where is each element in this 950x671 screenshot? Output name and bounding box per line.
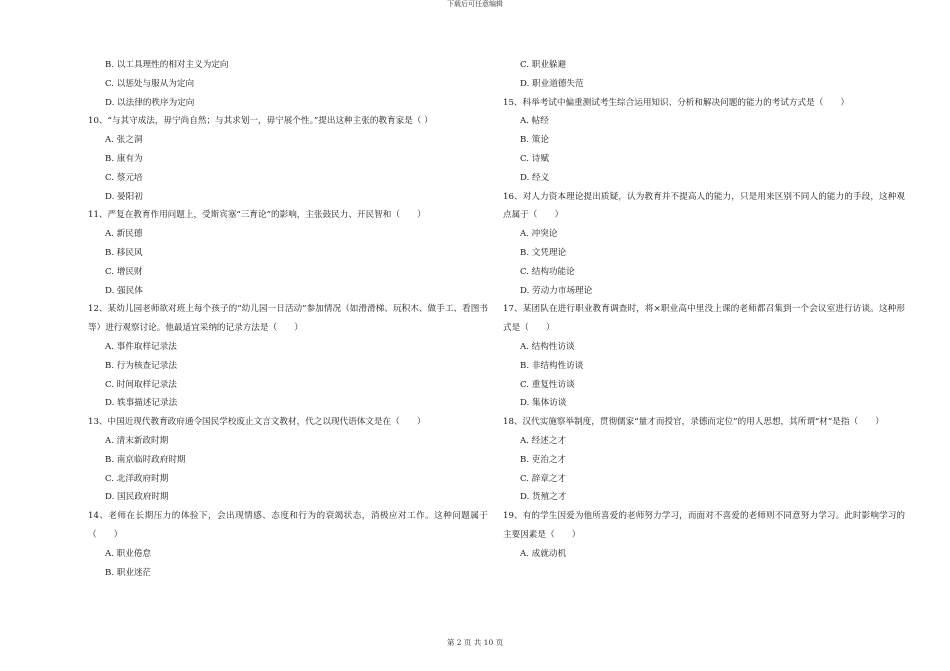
answer-option: C. 时间取样记录法 [105, 379, 177, 390]
left-column [88, 56, 488, 582]
answer-option: A. 张之洞 [105, 135, 143, 146]
answer-option: D. 货殖之才 [520, 492, 567, 503]
answer-option: B. 非结构性访谈 [520, 360, 584, 371]
answer-option: B. 吏治之才 [520, 454, 567, 465]
answer-option: C. 北洋政府时期 [105, 473, 169, 484]
answer-option: B. 策论 [520, 135, 549, 146]
answer-option: D. 职业道德失范 [520, 78, 584, 89]
answer-option: C. 结构功能论 [520, 266, 575, 277]
answer-option: A. 冲突论 [520, 229, 558, 240]
answer-option: D. 劳动力市场理论 [520, 285, 593, 296]
answer-option: C. 增民财 [105, 266, 143, 277]
answer-option: A. 清末新政时期 [105, 435, 169, 446]
question-text: 13、中国近现代教育政府通令国民学校废止文言文教材，代之以现代语体文是在（ ） [88, 417, 426, 428]
answer-option: B. 文凭理论 [520, 247, 567, 258]
answer-option: D. 晏阳初 [105, 191, 143, 202]
question-text: 19、有的学生因爱为他所喜爱的老师努力学习，而面对不喜爱的老师则不同意努力学习。此时影响学习的主要因素是（ ） [503, 511, 905, 540]
answer-option: B. 行为核查记录法 [105, 360, 177, 371]
answer-option: A. 帖经 [520, 116, 549, 127]
answer-option: A. 成就动机 [520, 548, 567, 559]
answer-option: D. 经义 [520, 172, 550, 183]
answer-option: D. 轶事描述记录法 [105, 398, 178, 409]
page-header: 下载后可任意编辑 [447, 0, 503, 8]
question-text: 18、汉代实施察举制度，贯彻儒家“量才而授官，录德而定位”的用人思想，其所谓“材”是指（ ） [503, 417, 884, 428]
right-column [503, 56, 905, 564]
answer-option: C. 辞章之才 [520, 473, 567, 484]
answer-option: C. 以惩处与服从为定向 [105, 78, 195, 89]
answer-option: C. 诗赋 [520, 153, 549, 164]
answer-option: B. 职业迷茫 [105, 567, 152, 578]
question-text: 14、老师在长期压力的体验下，会出现情感、态度和行为的衰竭状态，消极应对工作。这种问题属于（ ） [88, 511, 488, 540]
answer-option: A. 新民德 [105, 229, 143, 240]
answer-option: A. 结构性访谈 [520, 341, 575, 352]
answer-option: A. 经述之才 [520, 435, 567, 446]
answer-option: D. 国民政府时期 [105, 492, 169, 503]
answer-option: B. 南京临时政府时期 [105, 454, 186, 465]
answer-option: C. 职业躲避 [520, 60, 567, 70]
question-text: 17、某团队在进行职业教育调查时，将×职业高中里没上课的老师都召集到一个会议室进行访谈。这种形式是（ ） [503, 304, 905, 334]
question-text: 12、某幼儿园老师欲对班上每个孩子的“幼儿园一日活动”参加情况（如滑滑梯、玩积木、做手工、看图书等）进行观察讨论。他最适宜采纳的记录方法是（ ） [88, 304, 488, 334]
answer-option: D. 强民体 [105, 285, 143, 296]
question-text: 11、严复在教育作用问题上，受斯宾塞“三育论”的影响，主张鼓民力、开民智和（ ） [88, 210, 426, 221]
question-text: 15、科举考试中偏重测试考生综合运用知识、分析和解决问题的能力的考试方式是（ ） [503, 97, 850, 108]
answer-option: B. 以工具理性的相对主义为定向 [105, 60, 229, 70]
answer-option: A. 职业倦怠 [105, 548, 152, 559]
page-number: 第 2 页 共 10 页 [446, 638, 504, 647]
question-text: 10、“与其守成法，毋宁尚自然；与其求划一，毋宁展个性。”提出这种主张的教育家是（ ） [88, 116, 433, 127]
question-text: 16、对人力资本理论提出质疑，认为教育并不提高人的能力，只是用来区别不同人的能力的手段，这种观点属于（ ） [503, 191, 905, 221]
answer-option: D. 集体访谈 [520, 398, 567, 409]
answer-option: B. 康有为 [105, 153, 143, 164]
answer-option: C. 重复性访谈 [520, 379, 575, 390]
answer-option: B. 移民风 [105, 247, 143, 258]
answer-option: A. 事件取样记录法 [105, 341, 177, 352]
answer-option: C. 蔡元培 [105, 172, 143, 183]
answer-option: D. 以法律的秩序为定向 [105, 97, 195, 108]
